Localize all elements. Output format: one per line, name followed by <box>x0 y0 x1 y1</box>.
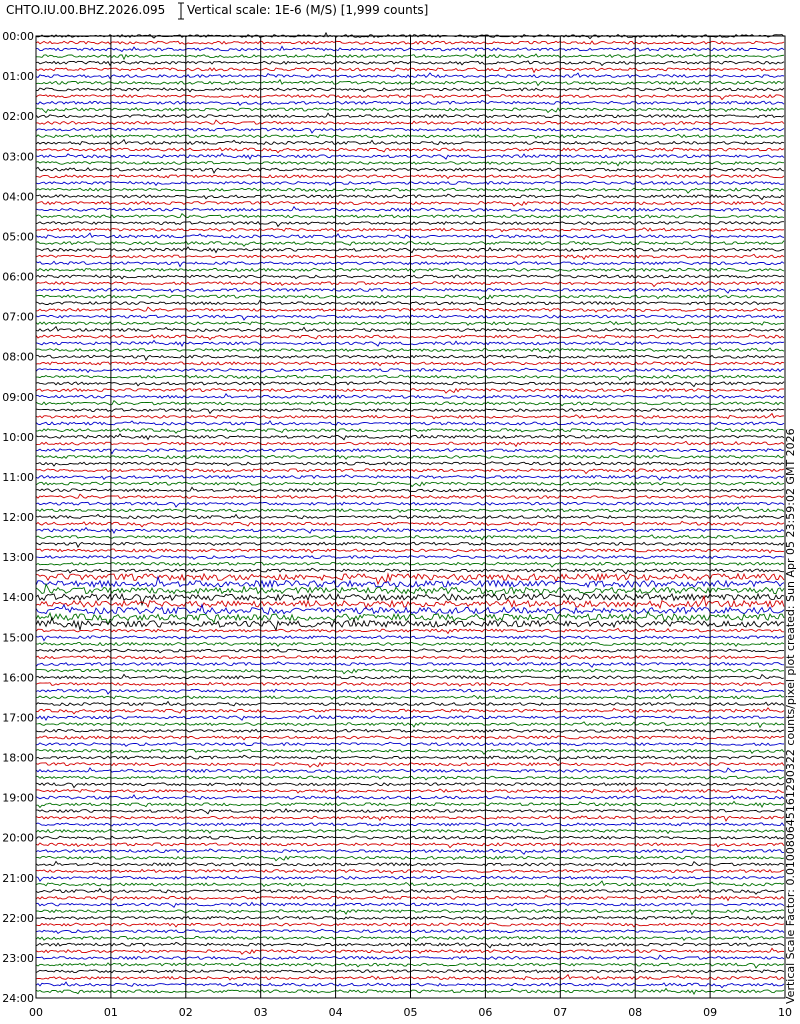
hour-tick-label: 20:00 <box>2 831 34 845</box>
minute-tick-label: 10 <box>778 1006 792 1019</box>
hour-tick-label: 01:00 <box>2 70 34 84</box>
hour-tick-label: 16:00 <box>2 671 34 685</box>
hour-tick-label: 24:00 <box>2 992 34 1005</box>
hour-tick-label: 18:00 <box>2 751 34 765</box>
minute-tick-label: 04 <box>328 1006 343 1019</box>
minute-tick-label: 09 <box>703 1006 718 1019</box>
hour-labels <box>2 30 34 1005</box>
minute-tick-label: 05 <box>403 1006 418 1019</box>
minute-tick-label: 06 <box>478 1006 493 1019</box>
minute-tick-label: 02 <box>178 1006 193 1019</box>
minute-tick-label: 01 <box>103 1006 118 1019</box>
minute-labels <box>29 1006 792 1019</box>
minute-tick-label: 03 <box>253 1006 268 1019</box>
hour-tick-label: 03:00 <box>2 150 34 164</box>
hour-tick-label: 06:00 <box>2 270 34 284</box>
hour-tick-label: 22:00 <box>2 911 34 925</box>
minute-tick-label: 00 <box>29 1006 43 1019</box>
minute-tick-label: 08 <box>628 1006 643 1019</box>
hour-tick-label: 19:00 <box>2 791 34 805</box>
hour-tick-label: 15:00 <box>2 631 34 645</box>
minute-tick-label: 07 <box>553 1006 568 1019</box>
hour-tick-label: 17:00 <box>2 711 34 725</box>
hour-tick-label: 04:00 <box>2 190 34 204</box>
hour-tick-label: 13:00 <box>2 551 34 565</box>
hour-tick-label: 09:00 <box>2 390 34 404</box>
hour-tick-label: 00:00 <box>2 30 34 43</box>
hour-tick-label: 02:00 <box>2 110 34 124</box>
hour-tick-label: 05:00 <box>2 230 34 244</box>
side-caption: Vertical Scale Factor: 0.010080645161290322 counts/pixel plot created: Sun Apr 05 23:59:02 GMT 2026 <box>784 428 797 1004</box>
hour-tick-label: 14:00 <box>2 591 34 605</box>
hour-tick-label: 07:00 <box>2 310 34 324</box>
hour-tick-label: 23:00 <box>2 951 34 965</box>
minute-gridlines <box>36 36 785 998</box>
station-code: CHTO.IU.00.BHZ.2026.095 <box>6 3 166 17</box>
hour-tick-label: 08:00 <box>2 350 34 364</box>
hour-tick-label: 10:00 <box>2 430 34 444</box>
hour-tick-label: 11:00 <box>2 470 34 484</box>
vertical-scale-label: Vertical scale: 1E-6 (M/S) [1,999 counts] <box>187 3 429 17</box>
hour-tick-label: 12:00 <box>2 511 34 524</box>
hour-tick-label: 21:00 <box>2 871 34 885</box>
